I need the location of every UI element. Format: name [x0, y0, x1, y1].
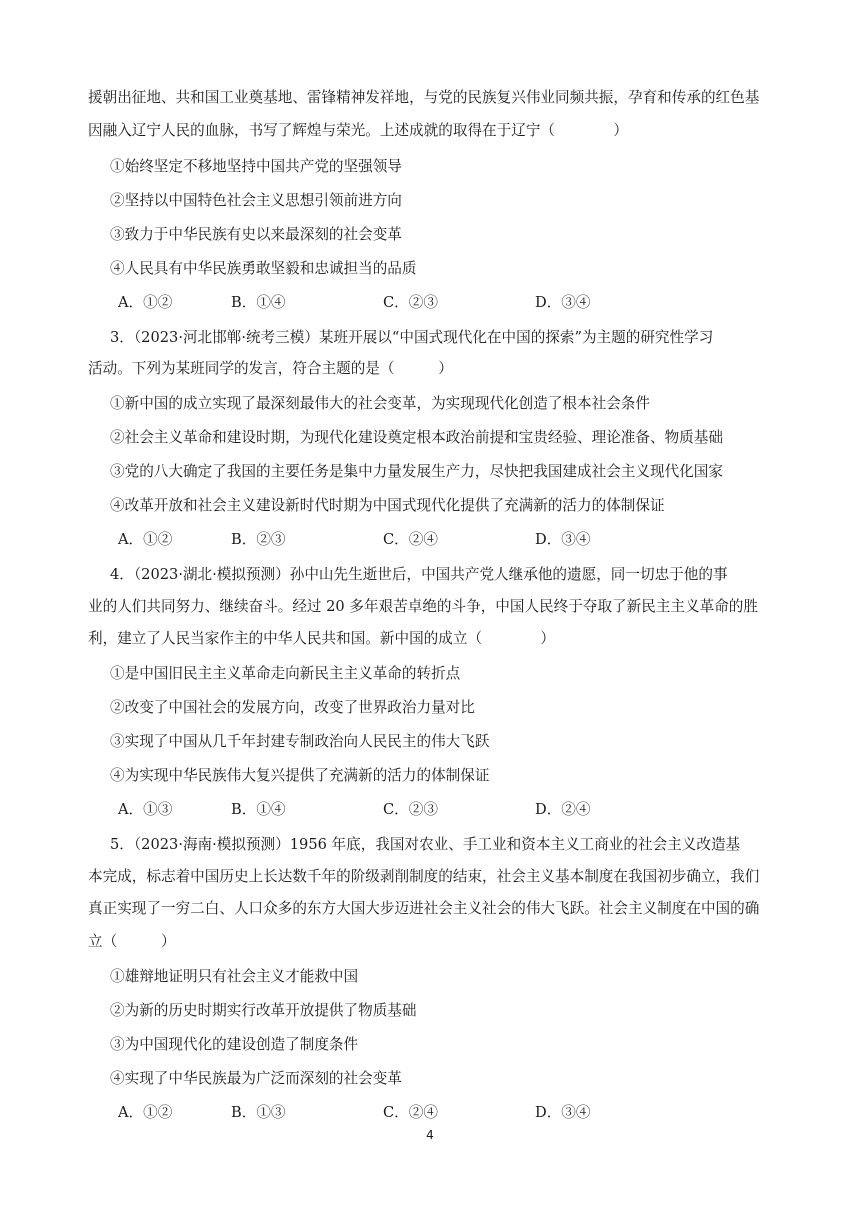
- question-2-stem-line-1: 援朝出征地、共和国工业奠基地、雷锋精神发祥地，与党的民族复兴伟业同频共振，孕育和传承的红色基: [88, 89, 760, 106]
- question-5-item-4: ④实现了中华民族最为广泛而深刻的社会变革: [110, 1070, 402, 1087]
- question-4-stem-line-1: 4．（2023·湖北·模拟预测）孙中山先生逝世后，中国共产党人继承他的遗愿，同一切忠于他的事: [110, 566, 728, 583]
- question-5-stem-line-3: 真正实现了一穷二白、人口众多的东方大国大步迈进社会主义社会的伟大飞跃。社会主义制度在中国的确: [88, 900, 760, 917]
- question-2-item-2: ②坚持以中国特色社会主义思想引领前进方向: [110, 192, 402, 209]
- question-3-stem-line-2: 活动。下列为某班同学的发言，符合主题的是（ ）: [88, 360, 453, 377]
- question-4-item-1: ①是中国旧民主主义革命走向新民主主义革命的转折点: [110, 665, 461, 682]
- question-4-item-4: ④为实现中华民族伟大复兴提供了充满新的活力的体制保证: [110, 767, 490, 784]
- question-2-item-3: ③致力于中华民族有史以来最深刻的社会变革: [110, 226, 402, 243]
- question-5-stem-line-1: 5．（2023·海南·模拟预测）1956 年底，我国对农业、手工业和资本主义工商业的社会主义改造基: [110, 836, 741, 853]
- option-a[interactable]: A．①②: [118, 531, 173, 548]
- option-a[interactable]: A．①②: [118, 1104, 173, 1121]
- option-b[interactable]: B．①③: [231, 1104, 286, 1121]
- question-2-stem-line-2: 因融入辽宁人民的血脉，书写了辉煌与荣光。上述成就的取得在于辽宁（ ）: [88, 122, 628, 139]
- option-d[interactable]: D．③④: [535, 294, 591, 311]
- question-5-item-3: ③为中国现代化的建设创造了制度条件: [110, 1036, 359, 1053]
- question-5-item-1: ①雄辩地证明只有社会主义才能救中国: [110, 968, 359, 985]
- option-b[interactable]: B．②③: [231, 531, 286, 548]
- option-d[interactable]: D．③④: [535, 1104, 591, 1121]
- question-3-item-4: ④改革开放和社会主义建设新时代时期为中国式现代化提供了充满新的活力的体制保证: [110, 497, 665, 514]
- option-d[interactable]: D．③④: [535, 531, 591, 548]
- question-5-item-2: ②为新的历史时期实行改革开放提供了物质基础: [110, 1002, 417, 1019]
- question-4-stem-line-2: 业的人们共同努力、继续奋斗。经过 20 多年艰苦卓绝的斗争，中国人民终于夺取了新民主主义革命的胜: [88, 598, 758, 615]
- page-number: 4: [426, 1128, 434, 1142]
- question-4-item-3: ③实现了中国从几千年封建专制政治向人民民主的伟大飞跃: [110, 733, 490, 750]
- option-c[interactable]: C．②③: [383, 294, 438, 311]
- question-2-item-1: ①始终坚定不移地坚持中国共产党的坚强领导: [110, 158, 402, 175]
- question-5-stem-line-2: 本完成，标志着中国历史上长达数千年的阶级剥削制度的结束，社会主义基本制度在我国初步确立，我们: [88, 868, 760, 885]
- question-4-stem-line-3: 利，建立了人民当家作主的中华人民共和国。新中国的成立（ ）: [88, 630, 556, 647]
- question-3-item-1: ①新中国的成立实现了最深刻最伟大的社会变革，为实现现代化创造了根本社会条件: [110, 395, 650, 412]
- option-a[interactable]: A．①②: [118, 294, 173, 311]
- option-a[interactable]: A．①③: [118, 801, 173, 818]
- option-b[interactable]: B．①④: [231, 801, 286, 818]
- question-2-item-4: ④人民具有中华民族勇敢坚毅和忠诚担当的品质: [110, 260, 417, 277]
- question-3-item-2: ②社会主义革命和建设时期，为现代化建设奠定根本政治前提和宝贵经验、理论准备、物质基础: [110, 429, 723, 446]
- option-c[interactable]: C．②③: [383, 801, 438, 818]
- question-3-stem-line-1: 3．（2023·河北邯郸·统考三模）某班开展以“中国式现代化在中国的探索”为主题的研究性学习: [110, 329, 714, 346]
- option-d[interactable]: D．②④: [535, 801, 591, 818]
- option-c[interactable]: C．②④: [383, 1104, 438, 1121]
- question-5-stem-line-4: 立（ ）: [88, 933, 176, 950]
- question-3-item-3: ③党的八大确定了我国的主要任务是集中力量发展生产力，尽快把我国建成社会主义现代化国家: [110, 463, 723, 480]
- option-c[interactable]: C．②④: [383, 531, 438, 548]
- question-4-item-2: ②改变了中国社会的发展方向，改变了世界政治力量对比: [110, 699, 475, 716]
- option-b[interactable]: B．①④: [231, 294, 286, 311]
